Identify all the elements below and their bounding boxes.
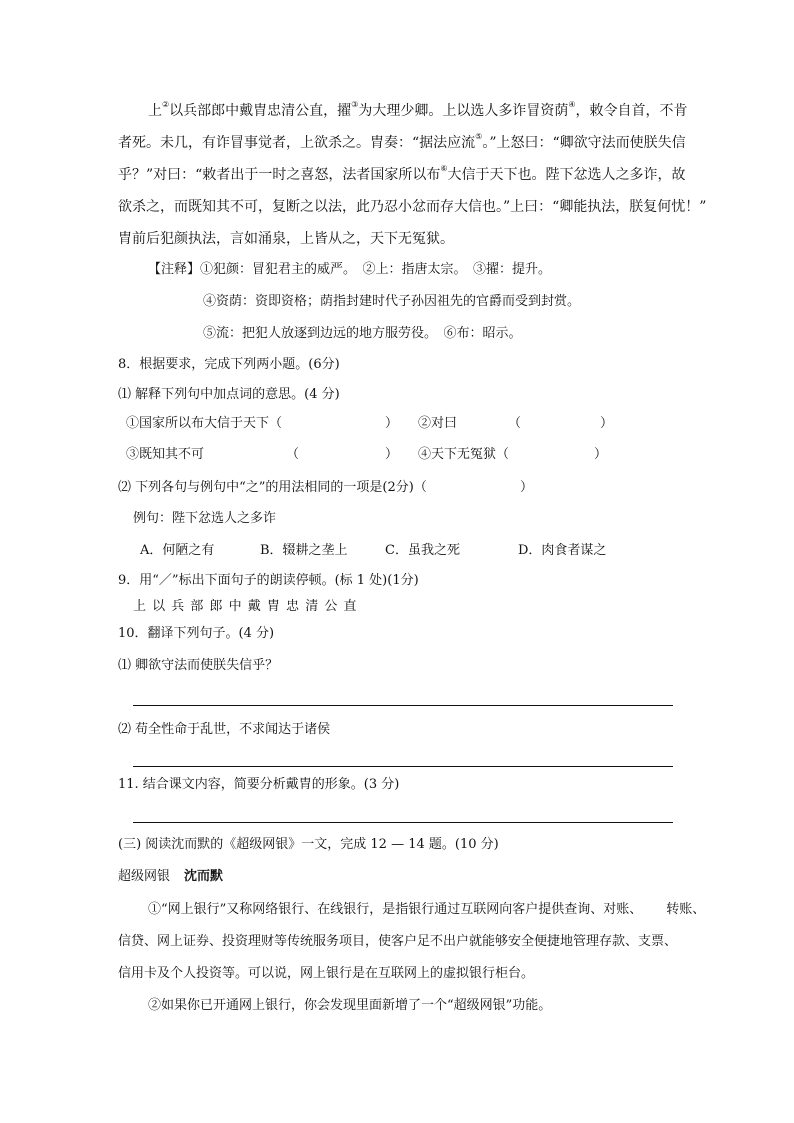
passage-line-3 bbox=[118, 165, 686, 185]
q8-example: 例句：陛下忿选人之多诈 bbox=[133, 511, 277, 526]
footnote-marker: ④ bbox=[568, 100, 576, 109]
q8-item-2: ②对曰 bbox=[418, 416, 458, 431]
article-title: 超级网银 bbox=[118, 869, 171, 884]
passage-text: 。”上怒曰：“卿欲守法而使朕失信 bbox=[482, 135, 686, 151]
article-text: 转账、 bbox=[666, 902, 706, 917]
article-para-1-line-3: 信用卡及个人投资等。可以说，网上银行是在互联网上的虚拟银行柜台。 bbox=[118, 966, 535, 981]
q8-item-4: ④天下无冤狱（ bbox=[418, 447, 510, 462]
passage-line-2 bbox=[118, 133, 686, 153]
passage-text: 为大理少卿。上以选人多诈冒资荫 bbox=[358, 103, 569, 119]
footnote-marker: ③ bbox=[351, 100, 359, 109]
q8-part1: ⑴ 解释下列句中加点词的意思。(4 分) bbox=[118, 387, 340, 402]
answer-line[interactable] bbox=[133, 822, 673, 823]
answer-line[interactable] bbox=[133, 705, 673, 706]
footnote-marker: ⑥ bbox=[440, 164, 448, 173]
passage-text: 上 bbox=[148, 103, 162, 119]
article-author: 沈而默 bbox=[184, 869, 224, 884]
footnote-marker: ⑤ bbox=[475, 132, 483, 141]
q8-option-a: A．何陋之有 bbox=[140, 543, 215, 558]
article-heading bbox=[118, 867, 223, 887]
q8-item-3-open: （ bbox=[286, 447, 300, 462]
q10-sentence-2: ⑵ 苟全性命于乱世，不求闻达于诸侯 bbox=[118, 722, 331, 737]
article-para-2: ②如果你已开通网上银行，你会发现里面新增了一个“超级网银”功能。 bbox=[148, 998, 552, 1013]
q8-part2-close: ） bbox=[520, 480, 534, 495]
passage-line-5: 胄前后犯颜执法，言如涌泉，上皆从之，天下无冤狱。 bbox=[118, 231, 454, 247]
q8-item-1-close: ） bbox=[385, 416, 399, 431]
footnote-marker: ② bbox=[162, 100, 170, 109]
passage-text: 以兵部郎中戴胄忠清公直，擢 bbox=[169, 103, 352, 119]
q8-item-3-close: ） bbox=[385, 447, 399, 462]
q8-item-2-open: （ bbox=[508, 416, 522, 431]
q8-option-c: C．虽我之死 bbox=[385, 543, 460, 558]
passage-line-1 bbox=[148, 101, 688, 121]
q10-stem: 10．翻译下列句子。(4 分) bbox=[118, 626, 275, 641]
q8-part2: ⑵ 下列各句与例句中“之”的用法相同的一项是(2分)（ bbox=[118, 480, 427, 495]
section3-stem: (三) 阅读沈而默的《超级网银》一文，完成 12 — 14 题。(10 分) bbox=[118, 837, 499, 852]
article-para-1-line-2: 信贷、网上证券、投资理财等传统服务项目，使客户足不出户就能够安全便捷地管理存款、支票、 bbox=[118, 934, 678, 949]
passage-text: 大信于天下也。陛下忿选人之多诈，故 bbox=[447, 167, 686, 183]
q8-item-3: ③既知其不可 bbox=[126, 447, 205, 462]
note-line-3: ⑤流：把犯人放逐到边远的地方服劳役。 ⑥布：昭示。 bbox=[203, 326, 522, 341]
q8-stem: 8．根据要求，完成下列两小题。(6分) bbox=[118, 357, 340, 372]
passage-text: ，敕令自首，不肯 bbox=[575, 103, 688, 119]
q11-stem: 11. 结合课文内容，简要分析戴胄的形象。(3 分) bbox=[118, 777, 400, 792]
passage-line-4: 欲杀之，而既知其不可，复断之以法，此乃忍小忿而存大信也。”上曰：“卿能执法，朕复何忧！” bbox=[118, 199, 707, 215]
article-para-1-line-1 bbox=[148, 900, 705, 920]
note-line-2: ④资荫：资即资格；荫指封建时代子孙因祖先的官爵而受到封赏。 bbox=[203, 294, 581, 309]
q10-sentence-1: ⑴ 卿欲守法而使朕失信乎？ bbox=[118, 658, 279, 673]
q8-option-d: D．肉食者谋之 bbox=[518, 543, 607, 558]
article-text: ①“网上银行”又称网络银行、在线银行，是指银行通过互联网向客户提供查询、对账、 bbox=[148, 902, 643, 917]
q8-item-1: ①国家所以布大信于天下（ bbox=[126, 416, 283, 431]
note-line-1: 【注释】①犯颜：冒犯君主的威严。 ②上：指唐太宗。 ③擢：提升。 bbox=[148, 262, 552, 277]
q9-sentence: 上 以 兵 部 郎 中 戴 胄 忠 清 公 直 bbox=[133, 599, 358, 614]
q9-stem: 9．用“／”标出下面句子的朗读停顿。(标 1 处)(1分) bbox=[118, 573, 419, 588]
q8-item-4-close: ） bbox=[594, 447, 608, 462]
q8-item-2-close: ） bbox=[600, 416, 614, 431]
q8-option-b: B．辍耕之垄上 bbox=[260, 543, 348, 558]
passage-text: 者死。未几，有诈冒事觉者，上欲杀之。胄奏：“据法应流 bbox=[118, 135, 476, 151]
passage-text: 乎？”对曰：“敕者出于一时之喜怒，法者国家所以布 bbox=[118, 167, 441, 183]
answer-line[interactable] bbox=[133, 766, 673, 767]
